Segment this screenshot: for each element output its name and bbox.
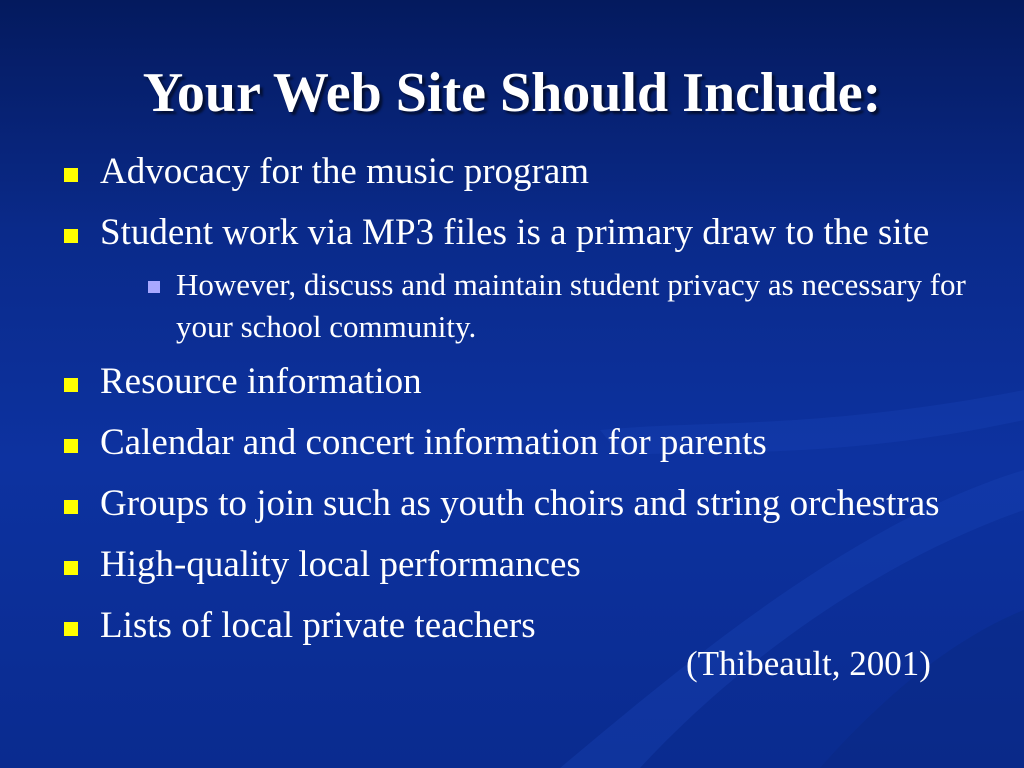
list-item bbox=[62, 419, 962, 467]
bullet-text: Calendar and concert information for parents bbox=[100, 422, 767, 463]
list-item bbox=[62, 148, 962, 196]
slide-title: Your Web Site Should Include: bbox=[142, 62, 882, 124]
bullet-text: High-quality local performances bbox=[100, 544, 581, 585]
list-item bbox=[62, 541, 962, 589]
list-item bbox=[62, 209, 962, 257]
list-subitem bbox=[146, 264, 966, 348]
bullet-text: Groups to join such as youth choirs and string orchestras bbox=[100, 483, 940, 524]
bullet-text: Lists of local private teachers bbox=[100, 605, 536, 646]
square-bullet-icon bbox=[64, 168, 78, 182]
square-bullet-icon bbox=[64, 378, 78, 392]
square-bullet-icon bbox=[64, 500, 78, 514]
citation: (Thibeault, 2001) bbox=[686, 644, 931, 683]
bullet-text: Student work via MP3 files is a primary draw to the site bbox=[100, 212, 930, 253]
square-bullet-icon bbox=[64, 622, 78, 636]
list-item bbox=[62, 480, 962, 528]
bullet-text: Resource information bbox=[100, 361, 422, 402]
square-bullet-icon bbox=[64, 229, 78, 243]
bullet-list bbox=[62, 148, 966, 663]
square-bullet-icon bbox=[64, 561, 78, 575]
square-subbullet-icon bbox=[148, 281, 160, 293]
square-bullet-icon bbox=[64, 439, 78, 453]
bullet-text: Advocacy for the music program bbox=[100, 151, 590, 192]
subbullet-text: However, discuss and maintain student privacy as necessary for your school community. bbox=[176, 267, 966, 344]
list-item bbox=[62, 358, 962, 406]
